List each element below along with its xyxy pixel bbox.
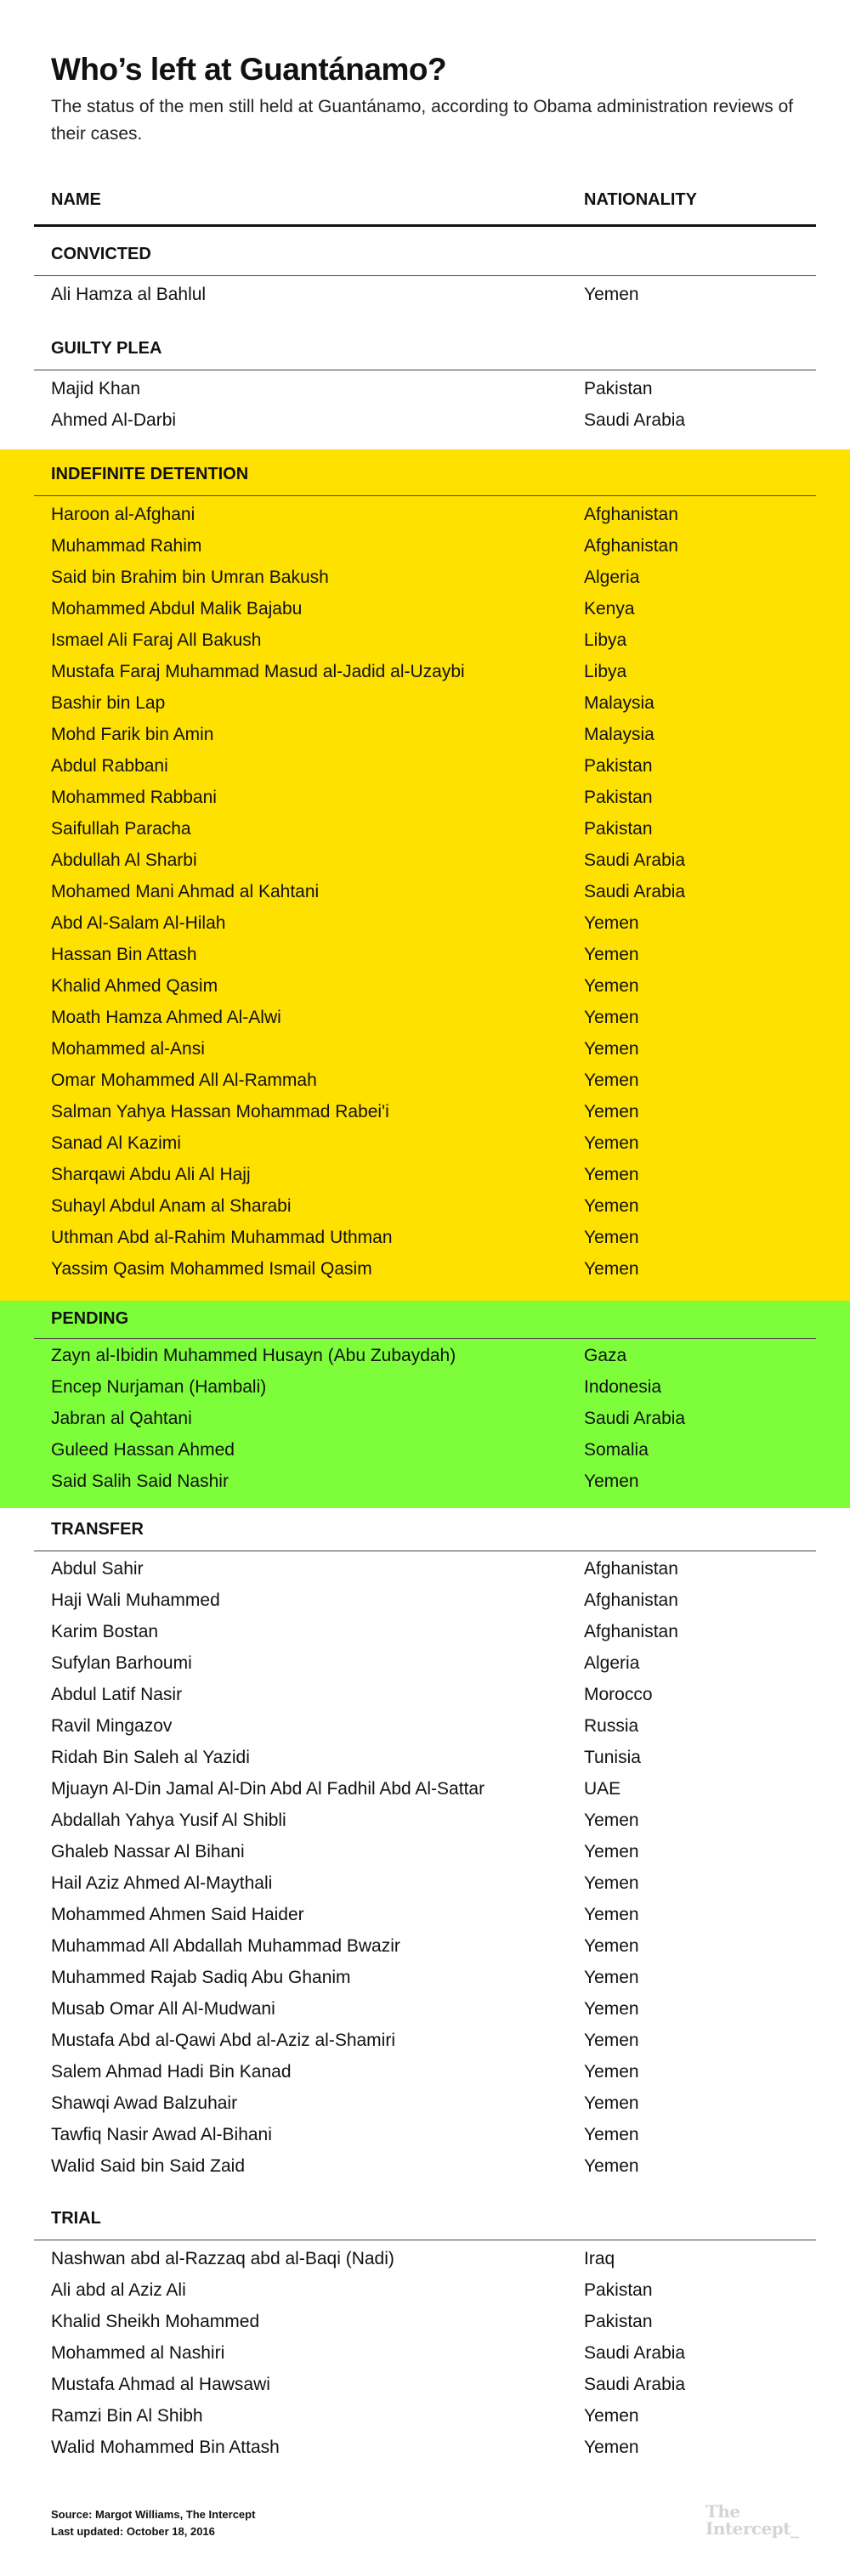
- section-transfer: [0, 1508, 850, 2188]
- table-row: [0, 1993, 850, 2025]
- table-row: [0, 499, 850, 530]
- detainee-name: Abdul Rabbani: [51, 756, 168, 776]
- header: [51, 49, 799, 148]
- detainee-nationality: Yemen: [584, 945, 639, 964]
- detainee-name: Ridah Bin Saleh al Yazidi: [51, 1748, 250, 1767]
- section-rows: [0, 1553, 850, 2182]
- table-row: [0, 2306, 850, 2337]
- table-row: [0, 1710, 850, 1742]
- table-row: [0, 2274, 850, 2306]
- detainee-name: Abdul Sahir: [51, 1559, 144, 1579]
- detainee-nationality: Yemen: [584, 2406, 639, 2426]
- detainee-nationality: Afghanistan: [584, 536, 678, 556]
- detainee-nationality: Yemen: [584, 1071, 639, 1090]
- detainee-nationality: Yemen: [584, 285, 639, 304]
- detainee-nationality: Yemen: [584, 1811, 639, 1830]
- detainee-nationality: Yemen: [584, 1842, 639, 1861]
- detainee-name: Tawfiq Nasir Awad Al-Bihani: [51, 2125, 272, 2144]
- detainee-nationality: Yemen: [584, 2438, 639, 2457]
- footer: [51, 2506, 255, 2540]
- table-row: [0, 2119, 850, 2150]
- table-row: [0, 970, 850, 1002]
- detainee-nationality: UAE: [584, 1779, 621, 1799]
- detainee-nationality: Iraq: [584, 2249, 615, 2268]
- detainee-nationality: Algeria: [584, 568, 640, 587]
- detainee-name: Abdul Latif Nasir: [51, 1685, 183, 1704]
- detainee-nationality: Afghanistan: [584, 1559, 678, 1579]
- detainee-name: Mjuayn Al-Din Jamal Al-Din Abd Al Fadhil Abd Al-Sattar: [51, 1779, 485, 1799]
- detainee-name: Ali abd al Aziz Ali: [51, 2280, 186, 2300]
- table-row: [0, 1585, 850, 1616]
- table-row: [0, 2337, 850, 2369]
- detainee-nationality: Yemen: [584, 2093, 639, 2113]
- section-title: TRIAL: [51, 2209, 101, 2228]
- detainee-nationality: Yemen: [584, 1999, 639, 2019]
- detainee-nationality: Yemen: [584, 1165, 639, 1184]
- detainee-nationality: Libya: [584, 662, 627, 681]
- detainee-name: Ramzi Bin Al Shibh: [51, 2406, 203, 2426]
- detainee-name: Salman Yahya Hassan Mohammad Rabei'i: [51, 1102, 389, 1121]
- detainee-name: Mohammed Ahmen Said Haider: [51, 1905, 304, 1924]
- section-title: CONVICTED: [51, 245, 151, 263]
- section-pending: [0, 1301, 850, 1508]
- detainee-name: Uthman Abd al-Rahim Muhammad Uthman: [51, 1228, 393, 1247]
- detainee-nationality: Yemen: [584, 2125, 639, 2144]
- detainee-name: Ghaleb Nassar Al Bihani: [51, 1842, 245, 1861]
- table-row: [0, 1065, 850, 1096]
- detainee-nationality: Indonesia: [584, 1377, 662, 1397]
- table-row: [0, 562, 850, 593]
- detainee-nationality: Pakistan: [584, 379, 653, 398]
- table-row: [0, 907, 850, 939]
- table-row: [0, 1742, 850, 1773]
- table-row: [0, 1222, 850, 1253]
- detainee-nationality: Yemen: [584, 1259, 639, 1279]
- section-title: PENDING: [51, 1309, 129, 1328]
- table-row: [0, 1679, 850, 1710]
- detainee-nationality: Yemen: [584, 1873, 639, 1893]
- detainee-nationality: Yemen: [584, 1008, 639, 1027]
- detainee-name: Mohd Farik bin Amin: [51, 725, 214, 744]
- detainee-name: Ravil Mingazov: [51, 1716, 173, 1736]
- detainee-nationality: Pakistan: [584, 756, 653, 776]
- detainee-name: Mohammed al-Ansi: [51, 1039, 205, 1059]
- table-row: [0, 2400, 850, 2432]
- table-row: [0, 750, 850, 782]
- detainee-name: Mohammed al Nashiri: [51, 2343, 225, 2363]
- column-header-name: NAME: [51, 190, 101, 209]
- detainee-name: Khalid Sheikh Mohammed: [51, 2312, 260, 2331]
- table-row: [0, 2243, 850, 2274]
- table-row: [0, 1434, 850, 1466]
- detainee-name: Hail Aziz Ahmed Al-Maythali: [51, 1873, 273, 1893]
- detainee-nationality: Saudi Arabia: [584, 882, 686, 901]
- detainee-nationality: Russia: [584, 1716, 639, 1736]
- table-row: [0, 1127, 850, 1159]
- detainee-name: Mohammed Rabbani: [51, 788, 217, 807]
- detainee-name: Muhammad Rahim: [51, 536, 202, 556]
- table-row: [0, 2150, 850, 2182]
- detainee-nationality: Yemen: [584, 2031, 639, 2050]
- detainee-nationality: Yemen: [584, 1228, 639, 1247]
- detainee-nationality: Yemen: [584, 1968, 639, 1987]
- table-row: [0, 279, 850, 310]
- column-header-nationality: NATIONALITY: [584, 190, 697, 209]
- section-rows: [0, 373, 850, 436]
- table-row: [0, 1836, 850, 1867]
- detainee-nationality: Yemen: [584, 1196, 639, 1216]
- detainee-nationality: Malaysia: [584, 693, 654, 713]
- detainee-nationality: Yemen: [584, 1039, 639, 1059]
- detainee-nationality: Gaza: [584, 1346, 627, 1365]
- detainee-nationality: Saudi Arabia: [584, 410, 686, 430]
- detainee-name: Sharqawi Abdu Ali Al Hajj: [51, 1165, 251, 1184]
- detainee-name: Hassan Bin Attash: [51, 945, 197, 964]
- detainee-nationality: Saudi Arabia: [584, 850, 686, 870]
- detainee-name: Muhammad All Abdallah Muhammad Bwazir: [51, 1936, 400, 1956]
- detainee-name: Mohammed Abdul Malik Bajabu: [51, 599, 303, 619]
- last-updated: Last updated: October 18, 2016: [51, 2525, 215, 2538]
- detainee-name: Muhammed Rajab Sadiq Abu Ghanim: [51, 1968, 351, 1987]
- detainee-nationality: Pakistan: [584, 788, 653, 807]
- detainee-nationality: Yemen: [584, 1133, 639, 1153]
- source-note: Source: Margot Williams, The Intercept: [51, 2508, 256, 2521]
- detainee-nationality: Libya: [584, 630, 627, 650]
- detainee-name: Shawqi Awad Balzuhair: [51, 2093, 238, 2113]
- detainee-name: Sanad Al Kazimi: [51, 1133, 181, 1153]
- detainee-name: Abd Al-Salam Al-Hilah: [51, 913, 226, 933]
- section-divider: [34, 495, 816, 496]
- detainee-name: Ismael Ali Faraj All Bakush: [51, 630, 262, 650]
- detainee-name: Sufylan Barhoumi: [51, 1653, 192, 1673]
- detainee-name: Said Salih Said Nashir: [51, 1472, 229, 1491]
- table-row: [0, 656, 850, 687]
- detainee-nationality: Algeria: [584, 1653, 640, 1673]
- table-row: [0, 939, 850, 970]
- detainee-name: Walid Mohammed Bin Attash: [51, 2438, 280, 2457]
- detainee-name: Musab Omar All Al-Mudwani: [51, 1999, 275, 2019]
- detainee-name: Saifullah Paracha: [51, 819, 191, 839]
- detainee-name: Majid Khan: [51, 379, 141, 398]
- table-row: [0, 404, 850, 436]
- detainee-nationality: Saudi Arabia: [584, 1409, 686, 1428]
- section-indefinite-detention: [0, 449, 850, 1301]
- detainee-nationality: Pakistan: [584, 2280, 653, 2300]
- table-row: [0, 1899, 850, 1930]
- table-row: [0, 1159, 850, 1190]
- table-row: [0, 1002, 850, 1033]
- section-convicted: [0, 234, 850, 324]
- section-title: TRANSFER: [51, 1520, 144, 1539]
- detainee-nationality: Pakistan: [584, 2312, 653, 2331]
- detainee-nationality: Yemen: [584, 913, 639, 933]
- section-rows: [0, 499, 850, 1285]
- detainee-name: Ali Hamza al Bahlul: [51, 285, 207, 304]
- detainee-nationality: Yemen: [584, 1936, 639, 1956]
- table-row: [0, 1190, 850, 1222]
- detainee-nationality: Afghanistan: [584, 1622, 678, 1641]
- detainee-name: Encep Nurjaman (Hambali): [51, 1377, 267, 1397]
- detainee-name: Haji Wali Muhammed: [51, 1590, 220, 1610]
- detainee-nationality: Afghanistan: [584, 505, 678, 524]
- section-title: GUILTY PLEA: [51, 339, 162, 358]
- table-row: [0, 1033, 850, 1065]
- detainee-name: Salem Ahmad Hadi Bin Kanad: [51, 2062, 292, 2082]
- intercept-logo: [706, 2503, 799, 2537]
- table-row: [0, 2056, 850, 2087]
- table-row: [0, 2369, 850, 2400]
- table-row: [0, 373, 850, 404]
- detainee-nationality: Saudi Arabia: [584, 2375, 686, 2394]
- detainee-nationality: Yemen: [584, 1905, 639, 1924]
- detainee-name: Walid Said bin Said Zaid: [51, 2156, 246, 2176]
- section-rows: [0, 2243, 850, 2463]
- detainee-name: Mohamed Mani Ahmad al Kahtani: [51, 882, 320, 901]
- detainee-name: Moath Hamza Ahmed Al-Alwi: [51, 1008, 281, 1027]
- detainee-name: Yassim Qasim Mohammed Ismail Qasim: [51, 1259, 372, 1279]
- section-rows: [0, 1340, 850, 1497]
- detainee-nationality: Morocco: [584, 1685, 653, 1704]
- detainee-name: Nashwan abd al-Razzaq abd al-Baqi (Nadi): [51, 2249, 394, 2268]
- table-row: [0, 687, 850, 719]
- section-divider: [34, 1338, 816, 1339]
- detainee-name: Abdullah Al Sharbi: [51, 850, 197, 870]
- detainee-name: Khalid Ahmed Qasim: [51, 976, 218, 996]
- table-row: [0, 593, 850, 624]
- table-row: [0, 1340, 850, 1371]
- detainee-nationality: Somalia: [584, 1440, 649, 1460]
- detainee-name: Guleed Hassan Ahmed: [51, 1440, 235, 1460]
- detainee-nationality: Malaysia: [584, 725, 654, 744]
- section-divider: [34, 275, 816, 276]
- section-guilty-plea: [0, 329, 850, 449]
- detainee-name: Bashir bin Lap: [51, 693, 166, 713]
- table-row: [0, 719, 850, 750]
- page-title: Who’s left at Guantánamo?: [51, 52, 447, 87]
- table-row: [0, 624, 850, 656]
- detainee-name: Karim Bostan: [51, 1622, 159, 1641]
- detainee-name: Abdallah Yahya Yusif Al Shibli: [51, 1811, 286, 1830]
- detainee-nationality: Yemen: [584, 1102, 639, 1121]
- detainee-name: Suhayl Abdul Anam al Sharabi: [51, 1196, 292, 1216]
- table-row: [0, 2432, 850, 2463]
- table-row: [0, 1553, 850, 1585]
- table-row: [0, 876, 850, 907]
- detainee-nationality: Saudi Arabia: [584, 2343, 686, 2363]
- table-row: [0, 1773, 850, 1805]
- logo-line-2: Intercept_: [706, 2518, 799, 2539]
- detainee-name: Zayn al-Ibidin Muhammed Husayn (Abu Zubaydah): [51, 1346, 456, 1365]
- detainee-name: Mustafa Ahmad al Hawsawi: [51, 2375, 270, 2394]
- detainee-nationality: Yemen: [584, 976, 639, 996]
- table-row: [0, 1805, 850, 1836]
- detainee-nationality: Tunisia: [584, 1748, 641, 1767]
- detainee-name: Ahmed Al-Darbi: [51, 410, 177, 430]
- column-header-row: [34, 185, 816, 227]
- table-row: [0, 782, 850, 813]
- table-row: [0, 1616, 850, 1647]
- table-row: [0, 1930, 850, 1962]
- section-title: INDEFINITE DETENTION: [51, 465, 249, 483]
- table-row: [0, 2025, 850, 2056]
- detainee-nationality: Afghanistan: [584, 1590, 678, 1610]
- table-row: [0, 1403, 850, 1434]
- table-row: [0, 1096, 850, 1127]
- detainee-nationality: Pakistan: [584, 819, 653, 839]
- detainee-nationality: Yemen: [584, 2156, 639, 2176]
- detainee-name: Omar Mohammed All Al-Rammah: [51, 1071, 317, 1090]
- table-row: [0, 1371, 850, 1403]
- table-row: [0, 2087, 850, 2119]
- table-row: [0, 813, 850, 845]
- page-subtitle: The status of the men still held at Guantánamo, according to Obama administration reviews of their cases.: [51, 97, 794, 144]
- table-row: [0, 1253, 850, 1285]
- detainee-name: Mustafa Faraj Muhammad Masud al-Jadid al-Uzaybi: [51, 662, 465, 681]
- table-row: [0, 1962, 850, 1993]
- table-row: [0, 530, 850, 562]
- detainee-name: Mustafa Abd al-Qawi Abd al-Aziz al-Shamiri: [51, 2031, 395, 2050]
- detainee-name: Said bin Brahim bin Umran Bakush: [51, 568, 329, 587]
- section-trial: [0, 2199, 850, 2471]
- detainee-name: Jabran al Qahtani: [51, 1409, 192, 1428]
- table-row: [0, 1466, 850, 1497]
- logo-line-1: The: [706, 2501, 740, 2522]
- detainee-nationality: Yemen: [584, 2062, 639, 2082]
- table-row: [0, 1867, 850, 1899]
- section-rows: [0, 279, 850, 310]
- detainee-nationality: Kenya: [584, 599, 635, 619]
- detainee-name: Haroon al-Afghani: [51, 505, 196, 524]
- table-row: [0, 845, 850, 876]
- detainee-nationality: Yemen: [584, 1472, 639, 1491]
- table-row: [0, 1647, 850, 1679]
